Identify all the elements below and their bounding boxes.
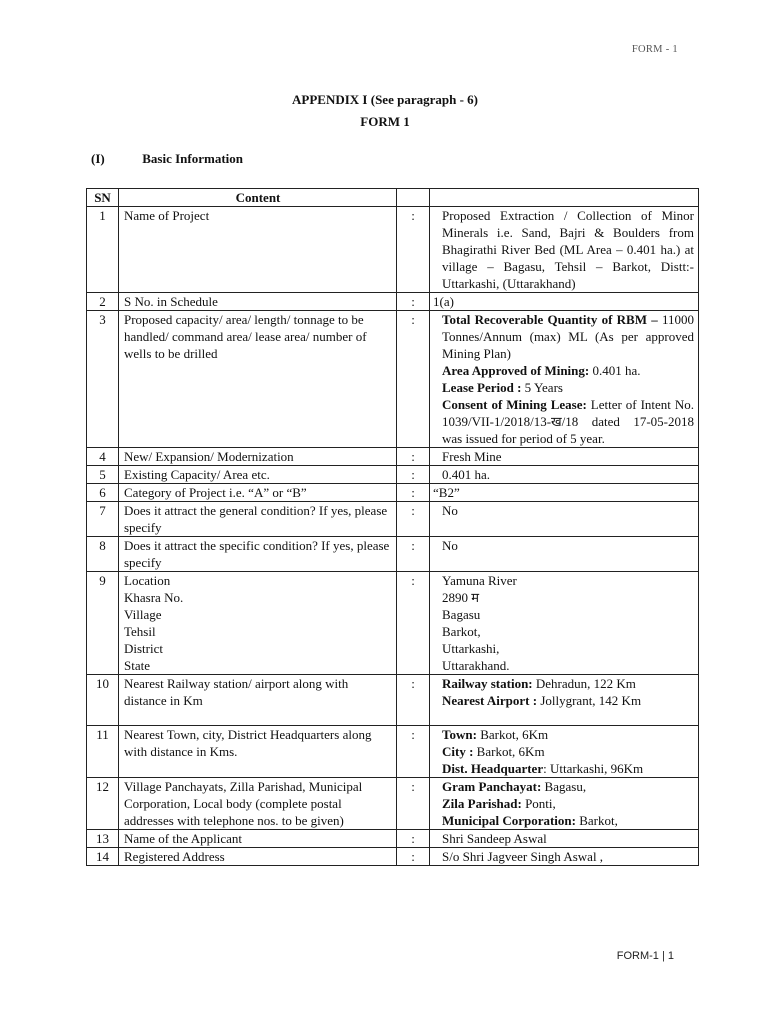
row-label: Existing Capacity/ Area etc. <box>119 466 397 484</box>
row-label: New/ Expansion/ Modernization <box>119 448 397 466</box>
row-value: Proposed Extraction / Collection of Minor Minerals i.e. Sand, Bajri & Boulders from Bhagirathi River Bed (ML Area – 0.401 ha.) at village – Bagasu, Tehsil – Barkot, Distt:- Uttarkashi, (Uttarakhand) <box>430 207 699 293</box>
row-value: “B2” <box>430 484 699 502</box>
row-label: Category of Project i.e. “A” or “B” <box>119 484 397 502</box>
row-sn: 1 <box>87 207 119 293</box>
row-label: Does it attract the specific condition? If yes, please specify <box>119 537 397 572</box>
row-colon: : <box>397 484 430 502</box>
row-colon: : <box>397 726 430 778</box>
row-value: Yamuna River 2890 म Bagasu Barkot, Uttarkashi, Uttarakhand. <box>430 572 699 675</box>
row-colon: : <box>397 311 430 448</box>
table-row <box>87 675 699 726</box>
table-row <box>87 502 699 537</box>
row-value: Shri Sandeep Aswal <box>430 830 699 848</box>
table-row <box>87 726 699 778</box>
table-row <box>87 448 699 466</box>
table-row <box>87 848 699 866</box>
row-value: 1(a) <box>430 293 699 311</box>
row-colon: : <box>397 502 430 537</box>
form-title: FORM 1 <box>360 114 410 129</box>
row-value <box>430 311 699 448</box>
row-colon: : <box>397 675 430 726</box>
header-value-cell <box>430 189 699 207</box>
row-colon: : <box>397 537 430 572</box>
row-label: Location Khasra No. Village Tehsil District State <box>119 572 397 675</box>
table-row <box>87 778 699 830</box>
basic-information-table <box>86 188 699 866</box>
table-row <box>87 311 699 448</box>
appendix-title: APPENDIX I (See paragraph - 6) <box>292 92 478 107</box>
row-value: No <box>430 537 699 572</box>
row-label: Nearest Town, city, District Headquarters along with distance in Kms. <box>119 726 397 778</box>
row-label: Proposed capacity/ area/ length/ tonnage to be handled/ command area/ lease area/ number of wells to be drilled <box>119 311 397 448</box>
page-header: FORM - 1 <box>631 44 678 55</box>
row-value: Fresh Mine <box>430 448 699 466</box>
row-label: Does it attract the general condition? If yes, please specify <box>119 502 397 537</box>
row-sn: 13 <box>87 830 119 848</box>
header-colon-cell <box>397 189 430 207</box>
row-value: Town: Barkot, 6Km City : Barkot, 6Km Dist. Headquarter: Uttarkashi, 96Km <box>430 726 699 778</box>
row-colon: : <box>397 207 430 293</box>
page-footer: FORM-1 | 1 <box>616 950 674 962</box>
row-value: No <box>430 502 699 537</box>
row-value: S/o Shri Jagveer Singh Aswal , <box>430 848 699 866</box>
row-sn: 10 <box>87 675 119 726</box>
row-colon: : <box>397 778 430 830</box>
row-sn: 5 <box>87 466 119 484</box>
section-number: (I) <box>91 151 105 166</box>
table-row <box>87 207 699 293</box>
table-row <box>87 466 699 484</box>
row-value: 0.401 ha. <box>430 466 699 484</box>
row-value: Gram Panchayat: Bagasu, Zila Parishad: Ponti, Municipal Corporation: Barkot, <box>430 778 699 830</box>
row-sn: 7 <box>87 502 119 537</box>
row-sn: 12 <box>87 778 119 830</box>
row-colon: : <box>397 848 430 866</box>
row-label: Name of the Applicant <box>119 830 397 848</box>
row-label: Nearest Railway station/ airport along with distance in Km <box>119 675 397 726</box>
lease-period: Lease Period : 5 Years <box>442 380 563 395</box>
recoverable-quantity: Total Recoverable Quantity of RBM – 11000 Tonnes/Annum (max) ML (As per approved Mining Plan) <box>442 312 694 361</box>
row-sn: 9 <box>87 572 119 675</box>
table-row <box>87 830 699 848</box>
table-header-row <box>87 189 699 207</box>
table-row <box>87 537 699 572</box>
section-heading <box>91 151 243 167</box>
row-label: Village Panchayats, Zilla Parishad, Municipal Corporation, Local body (complete postal addresses with telephone nos. to be given) <box>119 778 397 830</box>
row-colon: : <box>397 293 430 311</box>
header-content: Content <box>119 189 397 207</box>
row-value: Railway station: Dehradun, 122 Km Nearest Airport : Jollygrant, 142 Km <box>430 675 699 726</box>
row-colon: : <box>397 448 430 466</box>
section-title: Basic Information <box>142 151 243 166</box>
row-colon: : <box>397 466 430 484</box>
row-sn: 14 <box>87 848 119 866</box>
consent-of-mining-lease: Consent of Mining Lease: Letter of Intent No. 1039/VII-1/2018/13-ख/18 dated 17-05-2018 was issued for period of 5 year. <box>442 397 694 446</box>
row-label: Name of Project <box>119 207 397 293</box>
table-row <box>87 293 699 311</box>
row-colon: : <box>397 830 430 848</box>
row-sn: 8 <box>87 537 119 572</box>
row-sn: 4 <box>87 448 119 466</box>
header-sn: SN <box>87 189 119 207</box>
row-sn: 6 <box>87 484 119 502</box>
table-row <box>87 484 699 502</box>
area-approved: Area Approved of Mining: 0.401 ha. <box>442 363 641 378</box>
row-sn: 11 <box>87 726 119 778</box>
row-sn: 3 <box>87 311 119 448</box>
row-sn: 2 <box>87 293 119 311</box>
row-label: Registered Address <box>119 848 397 866</box>
row-colon: : <box>397 572 430 675</box>
table-row <box>87 572 699 675</box>
row-label: S No. in Schedule <box>119 293 397 311</box>
